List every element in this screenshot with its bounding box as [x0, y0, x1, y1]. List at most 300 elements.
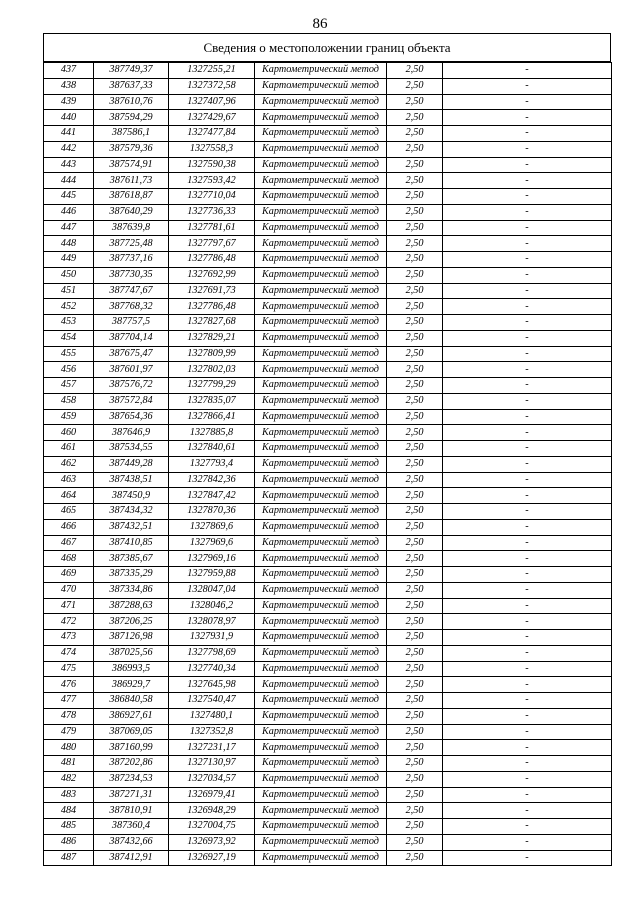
method-cell: Картометрический метод	[255, 157, 387, 173]
y-coordinate-cell: 1327692,99	[169, 267, 255, 283]
description-cell: -	[443, 330, 612, 346]
table-row	[44, 78, 612, 94]
method-cell: Картометрический метод	[255, 126, 387, 142]
method-cell: Картометрический метод	[255, 645, 387, 661]
method-cell: Картометрический метод	[255, 110, 387, 126]
x-coordinate-cell: 387206,25	[94, 614, 169, 630]
y-coordinate-cell: 1327004,75	[169, 819, 255, 835]
point-number-cell: 452	[44, 299, 94, 315]
accuracy-cell: 2,50	[387, 220, 443, 236]
table-row	[44, 315, 612, 331]
description-cell: -	[443, 362, 612, 378]
table-row	[44, 252, 612, 268]
y-coordinate-cell: 1327840,61	[169, 441, 255, 457]
method-cell: Картометрический метод	[255, 614, 387, 630]
accuracy-cell: 2,50	[387, 787, 443, 803]
accuracy-cell: 2,50	[387, 330, 443, 346]
method-cell: Картометрический метод	[255, 771, 387, 787]
accuracy-cell: 2,50	[387, 393, 443, 409]
accuracy-cell: 2,50	[387, 78, 443, 94]
method-cell: Картометрический метод	[255, 708, 387, 724]
table-row	[44, 677, 612, 693]
point-number-cell: 485	[44, 819, 94, 835]
description-cell: -	[443, 771, 612, 787]
x-coordinate-cell: 387594,29	[94, 110, 169, 126]
y-coordinate-cell: 1327870,36	[169, 504, 255, 520]
table-row	[44, 220, 612, 236]
description-cell: -	[443, 677, 612, 693]
method-cell: Картометрический метод	[255, 141, 387, 157]
table-row	[44, 756, 612, 772]
accuracy-cell: 2,50	[387, 378, 443, 394]
coordinates-table	[43, 62, 612, 866]
method-cell: Картометрический метод	[255, 78, 387, 94]
description-cell: -	[443, 441, 612, 457]
table-row	[44, 819, 612, 835]
y-coordinate-cell: 1327931,9	[169, 630, 255, 646]
point-number-cell: 477	[44, 693, 94, 709]
description-cell: -	[443, 850, 612, 866]
x-coordinate-cell: 387646,9	[94, 425, 169, 441]
accuracy-cell: 2,50	[387, 582, 443, 598]
accuracy-cell: 2,50	[387, 614, 443, 630]
point-number-cell: 447	[44, 220, 94, 236]
table-row	[44, 204, 612, 220]
point-number-cell: 484	[44, 803, 94, 819]
x-coordinate-cell: 387768,32	[94, 299, 169, 315]
x-coordinate-cell: 387675,47	[94, 346, 169, 362]
accuracy-cell: 2,50	[387, 677, 443, 693]
x-coordinate-cell: 387601,97	[94, 362, 169, 378]
point-number-cell: 463	[44, 472, 94, 488]
y-coordinate-cell: 1327255,21	[169, 63, 255, 79]
point-number-cell: 473	[44, 630, 94, 646]
accuracy-cell: 2,50	[387, 803, 443, 819]
point-number-cell: 474	[44, 645, 94, 661]
method-cell: Картометрический метод	[255, 236, 387, 252]
accuracy-cell: 2,50	[387, 519, 443, 535]
method-cell: Картометрический метод	[255, 94, 387, 110]
x-coordinate-cell: 386993,5	[94, 661, 169, 677]
x-coordinate-cell: 387334,86	[94, 582, 169, 598]
point-number-cell: 471	[44, 598, 94, 614]
y-coordinate-cell: 1327558,3	[169, 141, 255, 157]
point-number-cell: 469	[44, 567, 94, 583]
description-cell: -	[443, 488, 612, 504]
x-coordinate-cell: 387654,36	[94, 409, 169, 425]
accuracy-cell: 2,50	[387, 567, 443, 583]
point-number-cell: 456	[44, 362, 94, 378]
y-coordinate-cell: 1328078,97	[169, 614, 255, 630]
method-cell: Картометрический метод	[255, 551, 387, 567]
y-coordinate-cell: 1327969,16	[169, 551, 255, 567]
table-row	[44, 110, 612, 126]
accuracy-cell: 2,50	[387, 157, 443, 173]
accuracy-cell: 2,50	[387, 850, 443, 866]
description-cell: -	[443, 189, 612, 205]
table-row	[44, 598, 612, 614]
accuracy-cell: 2,50	[387, 771, 443, 787]
table-row	[44, 393, 612, 409]
accuracy-cell: 2,50	[387, 252, 443, 268]
method-cell: Картометрический метод	[255, 850, 387, 866]
description-cell: -	[443, 598, 612, 614]
point-number-cell: 486	[44, 834, 94, 850]
y-coordinate-cell: 1327829,21	[169, 330, 255, 346]
method-cell: Картометрический метод	[255, 425, 387, 441]
y-coordinate-cell: 1327372,58	[169, 78, 255, 94]
point-number-cell: 446	[44, 204, 94, 220]
table-row	[44, 787, 612, 803]
description-cell: -	[443, 630, 612, 646]
table-row	[44, 630, 612, 646]
point-number-cell: 480	[44, 740, 94, 756]
accuracy-cell: 2,50	[387, 598, 443, 614]
description-cell: -	[443, 425, 612, 441]
method-cell: Картометрический метод	[255, 393, 387, 409]
y-coordinate-cell: 1327809,99	[169, 346, 255, 362]
description-cell: -	[443, 267, 612, 283]
y-coordinate-cell: 1327691,73	[169, 283, 255, 299]
y-coordinate-cell: 1326973,92	[169, 834, 255, 850]
method-cell: Картометрический метод	[255, 267, 387, 283]
point-number-cell: 451	[44, 283, 94, 299]
point-number-cell: 449	[44, 252, 94, 268]
table-row	[44, 850, 612, 866]
x-coordinate-cell: 387202,86	[94, 756, 169, 772]
accuracy-cell: 2,50	[387, 141, 443, 157]
accuracy-cell: 2,50	[387, 630, 443, 646]
y-coordinate-cell: 1327786,48	[169, 252, 255, 268]
x-coordinate-cell: 387410,85	[94, 535, 169, 551]
description-cell: -	[443, 220, 612, 236]
accuracy-cell: 2,50	[387, 236, 443, 252]
table-row	[44, 126, 612, 142]
table-row	[44, 803, 612, 819]
method-cell: Картометрический метод	[255, 472, 387, 488]
accuracy-cell: 2,50	[387, 551, 443, 567]
y-coordinate-cell: 1327969,6	[169, 535, 255, 551]
table-row	[44, 283, 612, 299]
table-row	[44, 346, 612, 362]
accuracy-cell: 2,50	[387, 834, 443, 850]
y-coordinate-cell: 1327866,41	[169, 409, 255, 425]
point-number-cell: 465	[44, 504, 94, 520]
y-coordinate-cell: 1327869,6	[169, 519, 255, 535]
point-number-cell: 481	[44, 756, 94, 772]
description-cell: -	[443, 283, 612, 299]
y-coordinate-cell: 1327710,04	[169, 189, 255, 205]
y-coordinate-cell: 1326948,29	[169, 803, 255, 819]
description-cell: -	[443, 803, 612, 819]
description-cell: -	[443, 708, 612, 724]
y-coordinate-cell: 1327480,1	[169, 708, 255, 724]
x-coordinate-cell: 387757,5	[94, 315, 169, 331]
point-number-cell: 466	[44, 519, 94, 535]
table-row	[44, 740, 612, 756]
point-number-cell: 439	[44, 94, 94, 110]
y-coordinate-cell: 1327885,8	[169, 425, 255, 441]
accuracy-cell: 2,50	[387, 63, 443, 79]
x-coordinate-cell: 387450,9	[94, 488, 169, 504]
point-number-cell: 464	[44, 488, 94, 504]
point-number-cell: 458	[44, 393, 94, 409]
y-coordinate-cell: 1327959,88	[169, 567, 255, 583]
x-coordinate-cell: 387534,55	[94, 441, 169, 457]
point-number-cell: 467	[44, 535, 94, 551]
table-row	[44, 582, 612, 598]
x-coordinate-cell: 387449,28	[94, 456, 169, 472]
point-number-cell: 443	[44, 157, 94, 173]
description-cell: -	[443, 693, 612, 709]
point-number-cell: 468	[44, 551, 94, 567]
method-cell: Картометрический метод	[255, 567, 387, 583]
description-cell: -	[443, 315, 612, 331]
description-cell: -	[443, 393, 612, 409]
point-number-cell: 459	[44, 409, 94, 425]
point-number-cell: 478	[44, 708, 94, 724]
point-number-cell: 445	[44, 189, 94, 205]
table-row	[44, 330, 612, 346]
y-coordinate-cell: 1327429,67	[169, 110, 255, 126]
method-cell: Картометрический метод	[255, 504, 387, 520]
method-cell: Картометрический метод	[255, 299, 387, 315]
table-row	[44, 567, 612, 583]
point-number-cell: 437	[44, 63, 94, 79]
x-coordinate-cell: 387725,48	[94, 236, 169, 252]
y-coordinate-cell: 1327802,03	[169, 362, 255, 378]
point-number-cell: 487	[44, 850, 94, 866]
method-cell: Картометрический метод	[255, 756, 387, 772]
table-row	[44, 63, 612, 79]
method-cell: Картометрический метод	[255, 630, 387, 646]
method-cell: Картометрический метод	[255, 803, 387, 819]
table-row	[44, 141, 612, 157]
table-row	[44, 724, 612, 740]
point-number-cell: 453	[44, 315, 94, 331]
x-coordinate-cell: 387747,67	[94, 283, 169, 299]
y-coordinate-cell: 1327740,34	[169, 661, 255, 677]
table-row	[44, 362, 612, 378]
table-row	[44, 173, 612, 189]
table-row	[44, 425, 612, 441]
description-cell: -	[443, 551, 612, 567]
description-cell: -	[443, 173, 612, 189]
description-cell: -	[443, 582, 612, 598]
accuracy-cell: 2,50	[387, 693, 443, 709]
method-cell: Картометрический метод	[255, 456, 387, 472]
table-row	[44, 236, 612, 252]
x-coordinate-cell: 387438,51	[94, 472, 169, 488]
description-cell: -	[443, 378, 612, 394]
description-cell: -	[443, 724, 612, 740]
x-coordinate-cell: 387576,72	[94, 378, 169, 394]
description-cell: -	[443, 94, 612, 110]
accuracy-cell: 2,50	[387, 441, 443, 457]
accuracy-cell: 2,50	[387, 110, 443, 126]
table-row	[44, 488, 612, 504]
method-cell: Картометрический метод	[255, 787, 387, 803]
point-number-cell: 438	[44, 78, 94, 94]
table-row	[44, 157, 612, 173]
point-number-cell: 462	[44, 456, 94, 472]
y-coordinate-cell: 1327407,96	[169, 94, 255, 110]
description-cell: -	[443, 456, 612, 472]
x-coordinate-cell: 387432,66	[94, 834, 169, 850]
table-row	[44, 299, 612, 315]
description-cell: -	[443, 519, 612, 535]
x-coordinate-cell: 387432,51	[94, 519, 169, 535]
table-row	[44, 771, 612, 787]
table-row	[44, 94, 612, 110]
accuracy-cell: 2,50	[387, 645, 443, 661]
description-cell: -	[443, 299, 612, 315]
accuracy-cell: 2,50	[387, 472, 443, 488]
method-cell: Картометрический метод	[255, 63, 387, 79]
accuracy-cell: 2,50	[387, 756, 443, 772]
table-row	[44, 693, 612, 709]
table-row	[44, 189, 612, 205]
method-cell: Картометрический метод	[255, 252, 387, 268]
accuracy-cell: 2,50	[387, 267, 443, 283]
method-cell: Картометрический метод	[255, 330, 387, 346]
description-cell: -	[443, 740, 612, 756]
description-cell: -	[443, 567, 612, 583]
method-cell: Картометрический метод	[255, 346, 387, 362]
y-coordinate-cell: 1327842,36	[169, 472, 255, 488]
method-cell: Картометрический метод	[255, 283, 387, 299]
accuracy-cell: 2,50	[387, 204, 443, 220]
method-cell: Картометрический метод	[255, 598, 387, 614]
description-cell: -	[443, 645, 612, 661]
point-number-cell: 457	[44, 378, 94, 394]
accuracy-cell: 2,50	[387, 173, 443, 189]
x-coordinate-cell: 387730,35	[94, 267, 169, 283]
accuracy-cell: 2,50	[387, 283, 443, 299]
y-coordinate-cell: 1327835,07	[169, 393, 255, 409]
method-cell: Картометрический метод	[255, 441, 387, 457]
y-coordinate-cell: 1328046,2	[169, 598, 255, 614]
table-row	[44, 378, 612, 394]
method-cell: Картометрический метод	[255, 173, 387, 189]
method-cell: Картометрический метод	[255, 724, 387, 740]
accuracy-cell: 2,50	[387, 724, 443, 740]
point-number-cell: 482	[44, 771, 94, 787]
method-cell: Картометрический метод	[255, 677, 387, 693]
description-cell: -	[443, 787, 612, 803]
y-coordinate-cell: 1327540,47	[169, 693, 255, 709]
table-row	[44, 834, 612, 850]
x-coordinate-cell: 387234,53	[94, 771, 169, 787]
table-row	[44, 267, 612, 283]
page-number: 86	[312, 16, 328, 32]
x-coordinate-cell: 387126,98	[94, 630, 169, 646]
description-cell: -	[443, 834, 612, 850]
accuracy-cell: 2,50	[387, 94, 443, 110]
x-coordinate-cell: 386929,7	[94, 677, 169, 693]
x-coordinate-cell: 387704,14	[94, 330, 169, 346]
table-row	[44, 456, 612, 472]
y-coordinate-cell: 1327793,4	[169, 456, 255, 472]
description-cell: -	[443, 141, 612, 157]
point-number-cell: 472	[44, 614, 94, 630]
y-coordinate-cell: 1327827,68	[169, 315, 255, 331]
point-number-cell: 476	[44, 677, 94, 693]
point-number-cell: 448	[44, 236, 94, 252]
x-coordinate-cell: 387025,56	[94, 645, 169, 661]
x-coordinate-cell: 387637,33	[94, 78, 169, 94]
method-cell: Картометрический метод	[255, 488, 387, 504]
x-coordinate-cell: 387611,73	[94, 173, 169, 189]
point-number-cell: 450	[44, 267, 94, 283]
y-coordinate-cell: 1327034,57	[169, 771, 255, 787]
method-cell: Картометрический метод	[255, 819, 387, 835]
y-coordinate-cell: 1327593,42	[169, 173, 255, 189]
y-coordinate-cell: 1327797,67	[169, 236, 255, 252]
point-number-cell: 461	[44, 441, 94, 457]
table-row	[44, 472, 612, 488]
y-coordinate-cell: 1327847,42	[169, 488, 255, 504]
point-number-cell: 460	[44, 425, 94, 441]
x-coordinate-cell: 387288,63	[94, 598, 169, 614]
y-coordinate-cell: 1327477,84	[169, 126, 255, 142]
section-title: Сведения о местоположении границ объекта	[43, 33, 611, 62]
x-coordinate-cell: 387069,05	[94, 724, 169, 740]
table-row	[44, 551, 612, 567]
point-number-cell: 455	[44, 346, 94, 362]
point-number-cell: 479	[44, 724, 94, 740]
description-cell: -	[443, 472, 612, 488]
y-coordinate-cell: 1328047,04	[169, 582, 255, 598]
x-coordinate-cell: 387749,37	[94, 63, 169, 79]
y-coordinate-cell: 1327645,98	[169, 677, 255, 693]
point-number-cell: 454	[44, 330, 94, 346]
y-coordinate-cell: 1327799,29	[169, 378, 255, 394]
table-row	[44, 614, 612, 630]
accuracy-cell: 2,50	[387, 362, 443, 378]
y-coordinate-cell: 1327590,38	[169, 157, 255, 173]
accuracy-cell: 2,50	[387, 189, 443, 205]
x-coordinate-cell: 387360,4	[94, 819, 169, 835]
y-coordinate-cell: 1327786,48	[169, 299, 255, 315]
y-coordinate-cell: 1327231,17	[169, 740, 255, 756]
x-coordinate-cell: 387737,16	[94, 252, 169, 268]
description-cell: -	[443, 157, 612, 173]
method-cell: Картометрический метод	[255, 204, 387, 220]
x-coordinate-cell: 387335,29	[94, 567, 169, 583]
x-coordinate-cell: 387610,76	[94, 94, 169, 110]
description-cell: -	[443, 756, 612, 772]
method-cell: Картометрический метод	[255, 362, 387, 378]
accuracy-cell: 2,50	[387, 708, 443, 724]
description-cell: -	[443, 236, 612, 252]
description-cell: -	[443, 252, 612, 268]
x-coordinate-cell: 387586,1	[94, 126, 169, 142]
x-coordinate-cell: 387572,84	[94, 393, 169, 409]
point-number-cell: 483	[44, 787, 94, 803]
accuracy-cell: 2,50	[387, 504, 443, 520]
point-number-cell: 442	[44, 141, 94, 157]
description-cell: -	[443, 78, 612, 94]
table-row	[44, 504, 612, 520]
description-cell: -	[443, 819, 612, 835]
description-cell: -	[443, 504, 612, 520]
accuracy-cell: 2,50	[387, 456, 443, 472]
method-cell: Картометрический метод	[255, 661, 387, 677]
y-coordinate-cell: 1327352,8	[169, 724, 255, 740]
y-coordinate-cell: 1326979,41	[169, 787, 255, 803]
y-coordinate-cell: 1327130,97	[169, 756, 255, 772]
